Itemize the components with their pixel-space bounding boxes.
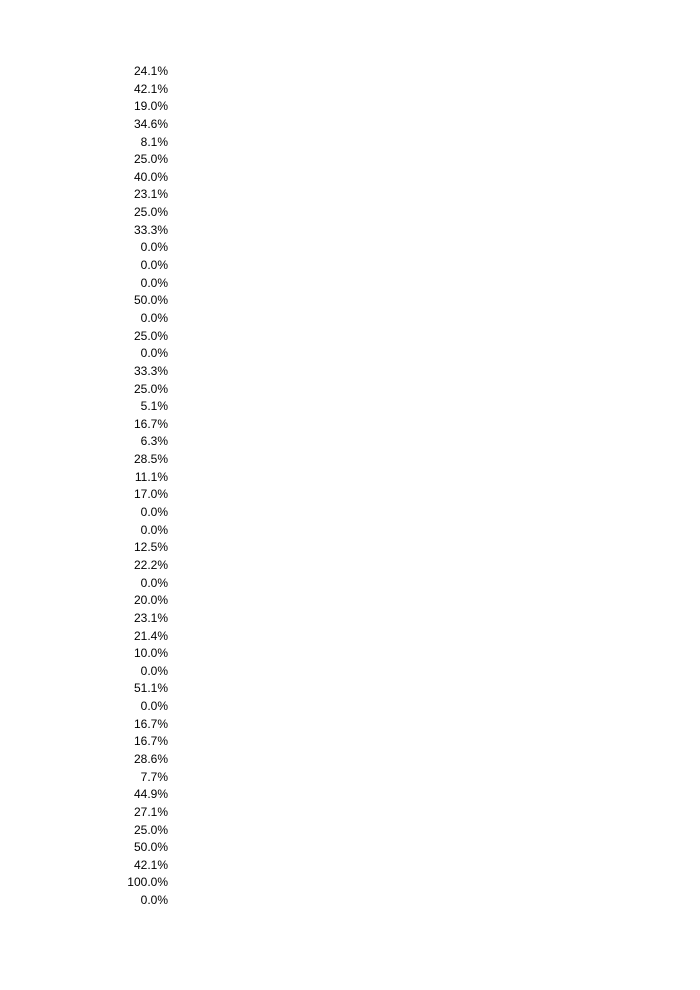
percentage-cell: 50.0% bbox=[133, 293, 168, 308]
percentage-cell: 33.3% bbox=[133, 363, 168, 378]
percentage-cell: 0.0% bbox=[140, 893, 168, 908]
percentage-cell: 16.7% bbox=[133, 416, 168, 431]
percentage-cell: 7.7% bbox=[140, 769, 168, 784]
percentage-cell: 25.0% bbox=[133, 822, 168, 837]
percentage-cell: 17.0% bbox=[133, 487, 168, 502]
percentage-cell: 16.7% bbox=[133, 716, 168, 731]
percentage-cell: 25.0% bbox=[133, 205, 168, 220]
percentage-cell: 42.1% bbox=[133, 857, 168, 872]
percentage-cell: 0.0% bbox=[140, 258, 168, 273]
percentage-cell: 25.0% bbox=[133, 328, 168, 343]
percentage-cell: 10.0% bbox=[133, 646, 168, 661]
percentage-cell: 0.0% bbox=[140, 699, 168, 714]
percentage-cell: 28.6% bbox=[133, 751, 168, 766]
percentage-cell: 44.9% bbox=[133, 787, 168, 802]
percentage-cell: 0.0% bbox=[140, 240, 168, 255]
percentage-cell: 22.2% bbox=[133, 557, 168, 572]
percentage-cell: 11.1% bbox=[134, 469, 168, 484]
percentage-cell: 0.0% bbox=[140, 346, 168, 361]
percentage-cell: 23.1% bbox=[133, 187, 168, 202]
percentage-cell: 6.3% bbox=[140, 434, 168, 449]
percentage-cell: 19.0% bbox=[133, 99, 168, 114]
percentage-cell: 0.0% bbox=[140, 310, 168, 325]
percentage-cell: 40.0% bbox=[133, 169, 168, 184]
percentage-cell: 21.4% bbox=[133, 628, 168, 643]
percentage-cell: 20.0% bbox=[133, 593, 168, 608]
percentage-cell: 0.0% bbox=[140, 522, 168, 537]
percentage-cell: 12.5% bbox=[133, 540, 168, 555]
percentage-cell: 34.6% bbox=[133, 116, 168, 131]
percentage-cell: 25.0% bbox=[133, 152, 168, 167]
percentage-column bbox=[100, 63, 168, 910]
percentage-cell: 16.7% bbox=[133, 734, 168, 749]
percentage-cell: 8.1% bbox=[140, 134, 168, 149]
percentage-cell: 0.0% bbox=[140, 505, 168, 520]
percentage-cell: 33.3% bbox=[133, 222, 168, 237]
percentage-cell: 25.0% bbox=[133, 381, 168, 396]
percentage-cell: 23.1% bbox=[133, 610, 168, 625]
percentage-cell: 50.0% bbox=[133, 840, 168, 855]
percentage-cell: 24.1% bbox=[133, 64, 168, 78]
percentage-cell: 100.0% bbox=[127, 875, 168, 890]
percentage-cell: 42.1% bbox=[133, 81, 168, 96]
percentage-cell: 51.1% bbox=[133, 681, 168, 696]
percentage-cell: 27.1% bbox=[133, 804, 168, 819]
percentage-cell: 5.1% bbox=[140, 399, 168, 414]
percentage-cell: 0.0% bbox=[140, 575, 168, 590]
percentage-cell: 0.0% bbox=[140, 275, 168, 290]
percentage-cell: 28.5% bbox=[133, 452, 168, 467]
percentage-cell: 0.0% bbox=[140, 663, 168, 678]
